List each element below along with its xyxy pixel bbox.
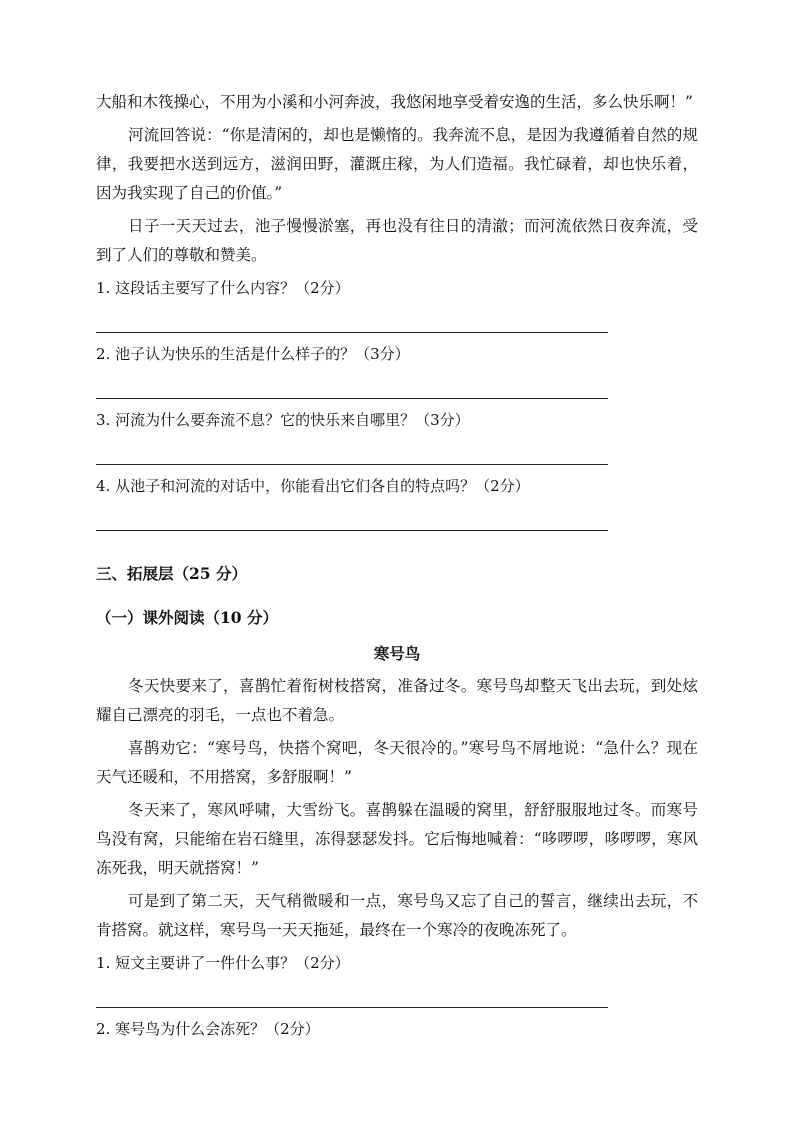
passage2-question-1: 1. 短文主要讲了一件什么事？（2分） [96,954,350,972]
passage-title: 寒号鸟 [373,644,421,663]
passage1-paragraph-2: 河流回答说：“你是清闲的，却也是懒惰的。我奔流不息，是因为我遵循着自然的规律，我要把水送到远方，滋润田野，灌溉庄稼，为人们造福。我忙碌着，却也快乐着，因为我实现了自己的价值。” [96,126,698,202]
passage2-paragraph-3: 冬天来了，寒风呼啸，大雪纷飞。喜鹊躲在温暖的窝里，舒舒服服地过冬。而寒号鸟没有窝，只能缩在岩石缝里，冻得瑟瑟发抖。它后悔地喊着：“哆啰啰，哆啰啰，寒风冻死我，明天就搭窝！” [96,801,698,877]
section-heading: 三、拓展层（25 分） [96,564,247,583]
passage2-paragraph-4: 可是到了第二天，天气稍微暖和一点，寒号鸟又忘了自己的誓言，继续出去玩，不肯搭窝。就这样，寒号鸟一天天拖延，最终在一个寒冷的夜晚冻死了。 [96,892,698,939]
passage2-question-2: 2. 寒号鸟为什么会冻死？（2分） [96,1020,320,1038]
passage1-question-2: 2. 池子认为快乐的生活是什么样子的？（3分） [96,345,410,363]
passage2-paragraph-1: 冬天快要来了，喜鹊忙着衔树枝搭窝，准备过冬。寒号鸟却整天飞出去玩，到处炫耀自己漂亮的羽毛，一点也不着急。 [96,677,698,724]
passage1-paragraph-1: 大船和木筏操心，不用为小溪和小河奔波，我悠闲地享受着安逸的生活，多么快乐啊！” [96,93,693,111]
passage1-paragraph-3: 日子一天天过去，池子慢慢淤塞，再也没有往日的清澈；而河流依然日夜奔流，受到了人们的尊敬和赞美。 [96,217,698,264]
answer-line-1[interactable] [96,310,608,333]
answer-line-2[interactable] [96,376,608,399]
worksheet-page [96,88,698,1041]
passage1-question-4: 4. 从池子和河流的对话中，你能看出它们各自的特点吗？（2分） [96,477,530,495]
sub-heading: （一）课外阅读（10 分） [96,608,278,627]
answer-line-5[interactable] [96,985,608,1008]
passage2-paragraph-2: 喜鹊劝它：“寒号鸟，快搭个窝吧，冬天很冷的。”寒号鸟不屑地说：“急什么？现在天气还暖和，不用搭窝，多舒服啊！” [96,739,698,786]
answer-line-4[interactable] [96,508,608,531]
passage1-question-1: 1. 这段话主要写了什么内容？（2分） [96,279,350,297]
passage1-question-3: 3. 河流为什么要奔流不息？它的快乐来自哪里？（3分） [96,411,470,429]
answer-line-3[interactable] [96,442,608,465]
